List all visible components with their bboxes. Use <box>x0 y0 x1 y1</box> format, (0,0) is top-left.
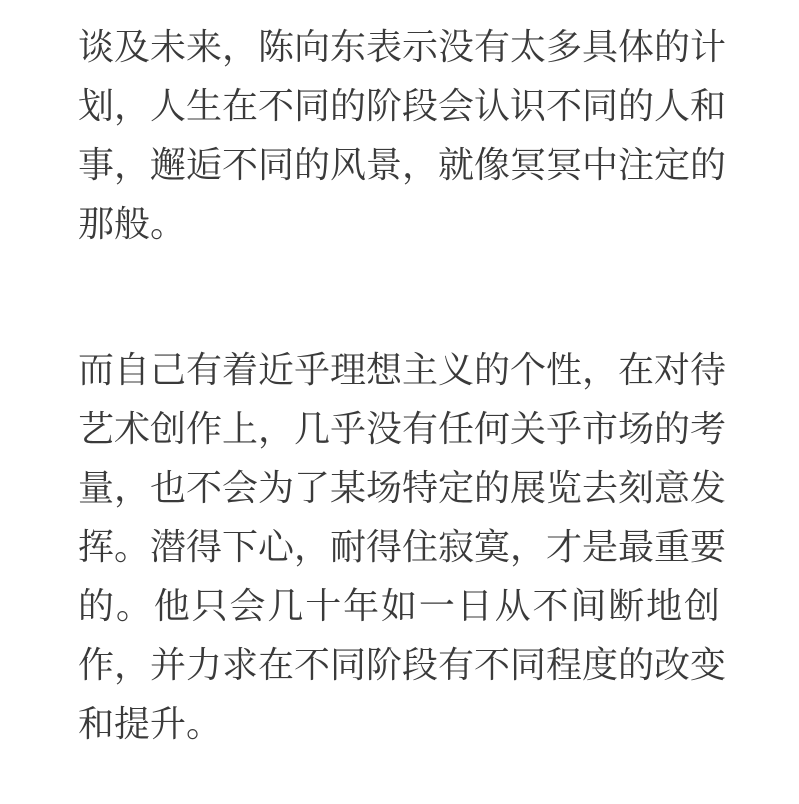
paragraph-2-line-5: 的。他只会几十年如一日从不间断地创 <box>78 586 720 627</box>
paragraph-1-line-4: 那般。 <box>78 204 187 245</box>
paragraph-2 <box>78 341 727 754</box>
paragraph-1 <box>78 18 727 254</box>
paragraph-2-line-3: 量，也不会为了某场特定的展览去刻意发 <box>78 468 727 509</box>
paragraph-2-line-6: 作，并力求在不同阶段有不同程度的改变 <box>78 645 727 686</box>
paragraph-1-line-3: 事，邂逅不同的风景，就像冥冥中注定的 <box>78 145 727 186</box>
paragraph-2-line-1: 而自己有着近乎理想主义的个性，在对待 <box>78 350 727 391</box>
paragraph-2-line-4: 挥。潜得下心，耐得住寂寞，才是最重要 <box>78 527 727 568</box>
paragraph-1-line-2: 划，人生在不同的阶段会认识不同的人和 <box>78 86 727 127</box>
paragraph-2-line-2: 艺术创作上，几乎没有任何关乎市场的考 <box>78 409 727 450</box>
paragraph-1-line-1: 谈及未来，陈向东表示没有太多具体的计 <box>78 27 727 68</box>
paragraph-2-line-7: 和提升。 <box>78 704 223 745</box>
